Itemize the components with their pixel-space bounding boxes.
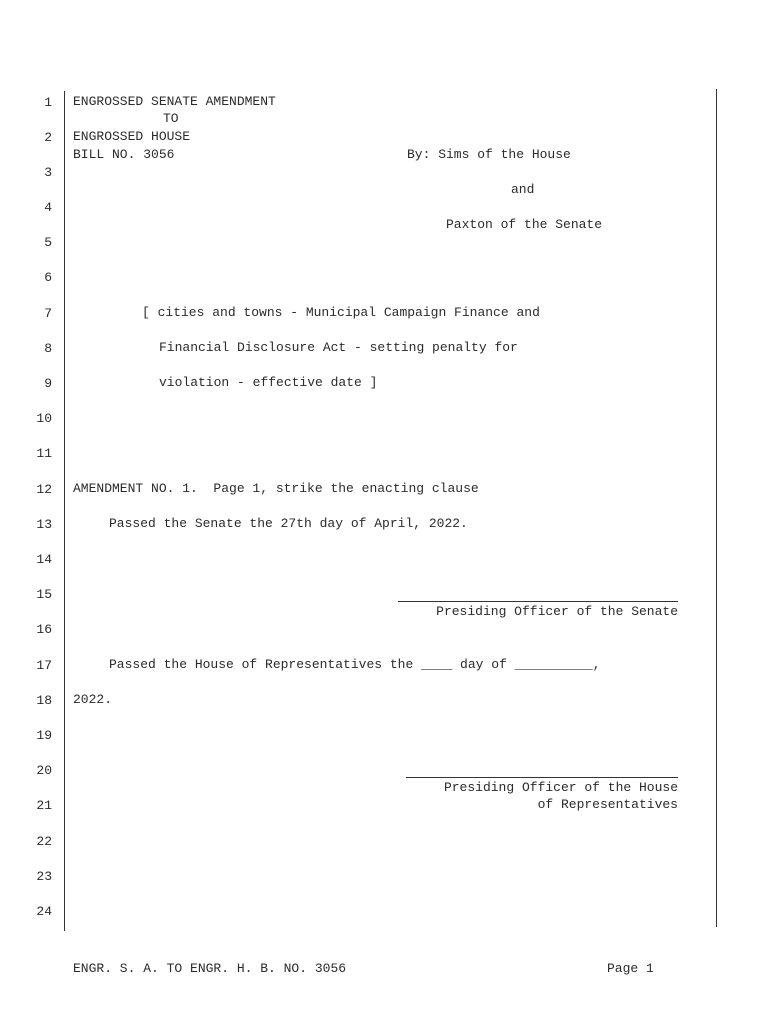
- house-presiding-officer-cont: of Representatives: [537, 797, 678, 812]
- senate-passed-text: Passed the Senate the 27th day of April, 2022.: [109, 516, 468, 531]
- author-and: and: [511, 182, 535, 197]
- line-number: 11: [36, 446, 52, 461]
- line-number: 5: [44, 235, 52, 250]
- author-senate: Paxton of the Senate: [446, 217, 603, 232]
- left-margin-rule: [64, 91, 65, 931]
- bill-title-line-1: [ cities and towns - Municipal Campaign Finance and: [142, 305, 540, 320]
- amendment-text: AMENDMENT NO. 1. Page 1, strike the enacting clause: [73, 481, 479, 496]
- header-to: TO: [163, 111, 179, 126]
- line-number: 7: [44, 306, 52, 321]
- line-number: 18: [36, 693, 52, 708]
- footer-bill-reference: ENGR. S. A. TO ENGR. H. B. NO. 3056: [73, 961, 347, 976]
- line-number: 4: [44, 200, 52, 215]
- line-number: 1: [44, 95, 52, 110]
- house-passed-text: Passed the House of Representatives the ____ day of __________,: [109, 657, 601, 672]
- line-number: 20: [36, 763, 52, 778]
- line-number: 13: [36, 517, 52, 532]
- line-number: 8: [44, 341, 52, 356]
- bill-title-line-2: Financial Disclosure Act - setting penalty for: [159, 340, 518, 355]
- house-signature-line: [406, 777, 678, 778]
- right-margin-rule: [716, 89, 717, 927]
- line-number: 2: [44, 130, 52, 145]
- header-bill-number: BILL NO. 3056: [73, 147, 175, 162]
- line-number: 6: [44, 270, 52, 285]
- line-number: 10: [36, 411, 52, 426]
- line-number: 23: [36, 869, 52, 884]
- line-number: 14: [36, 552, 52, 567]
- line-number: 3: [44, 165, 52, 180]
- footer-page-number: Page 1: [607, 961, 654, 976]
- senate-signature-line: [398, 601, 678, 602]
- house-presiding-officer: Presiding Officer of the House: [443, 780, 678, 795]
- senate-presiding-officer: Presiding Officer of the Senate: [436, 604, 678, 619]
- line-number: 15: [36, 587, 52, 602]
- line-number: 16: [36, 622, 52, 637]
- header-amendment-title: ENGROSSED SENATE AMENDMENT: [73, 94, 276, 109]
- line-number: 12: [36, 482, 52, 497]
- header-engrossed-house: ENGROSSED HOUSE: [73, 129, 191, 144]
- line-number: 17: [36, 658, 52, 673]
- line-number: 21: [36, 798, 52, 813]
- bill-title-line-3: violation - effective date ]: [159, 375, 378, 390]
- house-passed-year: 2022.: [73, 692, 113, 707]
- line-number: 19: [36, 728, 52, 743]
- line-number: 24: [36, 904, 52, 919]
- line-number: 9: [44, 376, 52, 391]
- author-house: By: Sims of the House: [407, 147, 571, 162]
- line-number: 22: [36, 834, 52, 849]
